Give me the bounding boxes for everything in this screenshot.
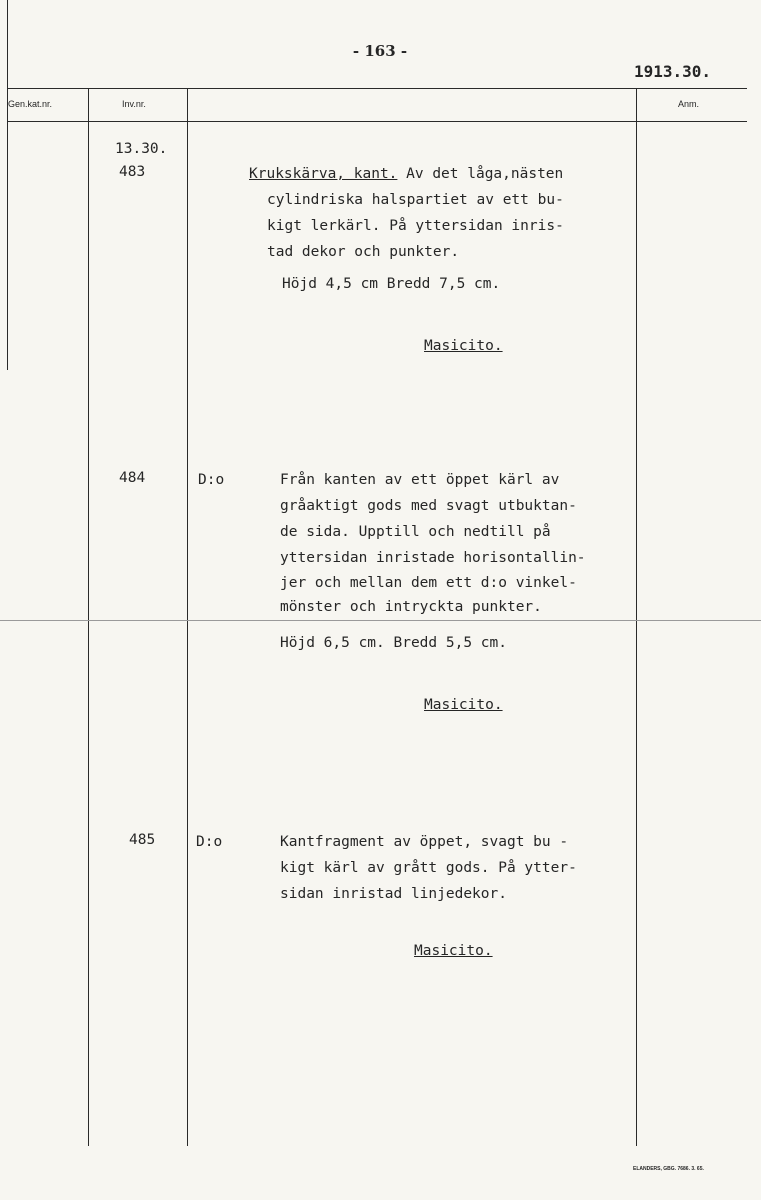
signature: Masicito. (424, 697, 503, 713)
header-bottom-rule (7, 121, 747, 122)
fold-line (0, 620, 761, 621)
column-header-gen-kat-nr: Gen.kat.nr. (8, 99, 53, 109)
entry-line: kigt lerkärl. På yttersidan inris- (267, 218, 564, 234)
entry-line (249, 166, 563, 182)
column-rule-gen-kat (88, 88, 89, 1146)
column-header-inv-nr: Inv.nr. (122, 99, 146, 109)
page-number: - 163 - (352, 42, 408, 60)
object-title: Krukskärva, kant. (249, 166, 398, 182)
measurements: Höjd 6,5 cm. Bredd 5,5 cm. (280, 635, 507, 651)
entry-line: de sida. Upptill och nedtill på (280, 524, 551, 540)
entry-line: Från kanten av ett öppet kärl av (280, 472, 560, 488)
inventory-number: 484 (119, 470, 146, 486)
printer-imprint: ELANDERS, GBG. 7686. 3. 65. (633, 1166, 704, 1172)
signature: Masicito. (424, 338, 503, 354)
measurements: Höjd 4,5 cm Bredd 7,5 cm. (282, 276, 501, 292)
ditto-mark: D:o (198, 472, 225, 488)
entry-line: yttersidan inristade horisontallin- (280, 550, 586, 566)
inventory-number: 483 (119, 164, 146, 180)
entry-line: tad dekor och punkter. (267, 244, 460, 260)
left-margin-rule (7, 0, 8, 370)
catalogue-reference: 1913.30. (634, 62, 712, 81)
entry-line: cylindriska halspartiet av ett bu- (267, 192, 564, 208)
inventory-number: 485 (129, 832, 156, 848)
header-top-rule (7, 88, 747, 89)
column-header-anm: Anm. (678, 99, 700, 109)
column-rule-anm (636, 88, 637, 1146)
entry-line-text: Av det låga,nästen (397, 166, 564, 182)
entry-line: mönster och intryckta punkter. (280, 599, 542, 615)
entry-line: sidan inristad linjedekor. (280, 886, 507, 902)
entry-line: jer och mellan dem ett d:o vinkel- (280, 575, 577, 591)
column-rule-inv-nr (187, 88, 188, 1146)
ditto-mark: D:o (196, 834, 223, 850)
accession-number: 13.30. (115, 141, 168, 157)
signature: Masicito. (414, 943, 493, 959)
entry-line: gråaktigt gods med svagt utbuktan- (280, 498, 577, 514)
entry-line: Kantfragment av öppet, svagt bu - (280, 834, 569, 850)
entry-line: kigt kärl av grått gods. På ytter- (280, 860, 577, 876)
